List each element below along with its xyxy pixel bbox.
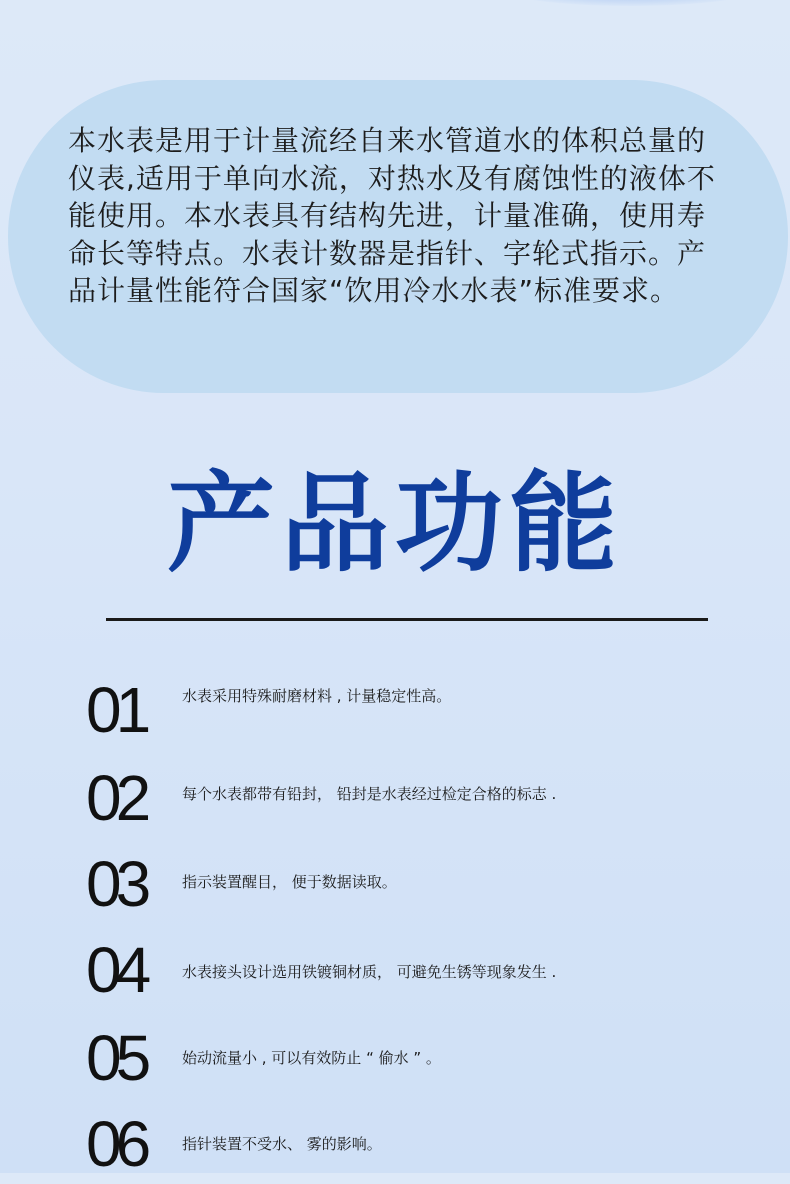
feature-number: 01 [86, 674, 146, 746]
feature-item-04 [0, 930, 790, 1010]
feature-text: 每个水表都带有铅封， 铅封是水表经过检定合格的标志 . [182, 785, 557, 803]
feature-number: 06 [86, 1108, 146, 1180]
feature-number: 03 [86, 848, 146, 920]
feature-number: 05 [86, 1022, 146, 1094]
title-divider [106, 618, 708, 621]
feature-number: 04 [86, 934, 146, 1006]
feature-text: 指示装置醒目， 便于数据读取。 [182, 873, 397, 891]
intro-panel [8, 80, 788, 393]
top-decoration [500, 0, 760, 6]
feature-text: 指针装置不受水、 雾的影响。 [182, 1135, 382, 1153]
feature-item-01 [0, 670, 790, 750]
feature-text: 水表采用特殊耐磨材料 , 计量稳定性高。 [182, 687, 452, 705]
intro-text: 本水表是用于计量流经自来水管道水的体积总量的仪表,适用于单向水流，对热水及有腐蚀性的液体不能使用。本水表具有结构先进，计量准确，使用寿命长等特点。水表计数器是指针、字轮式指示。产品计量性能符合国家“饮用冷水水表”标准要求。 [68, 124, 716, 307]
feature-item-03 [0, 844, 790, 924]
feature-number: 02 [86, 762, 146, 834]
feature-item-02 [0, 758, 790, 838]
feature-item-05 [0, 1018, 790, 1098]
feature-item-06 [0, 1104, 790, 1184]
feature-text: 水表接头设计选用铁镀铜材质， 可避免生锈等现象发生 . [182, 963, 557, 981]
feature-text: 始动流量小 , 可以有效防止 “ 偷水 ” 。 [182, 1049, 441, 1067]
section-title: 产品功能 [166, 462, 623, 587]
